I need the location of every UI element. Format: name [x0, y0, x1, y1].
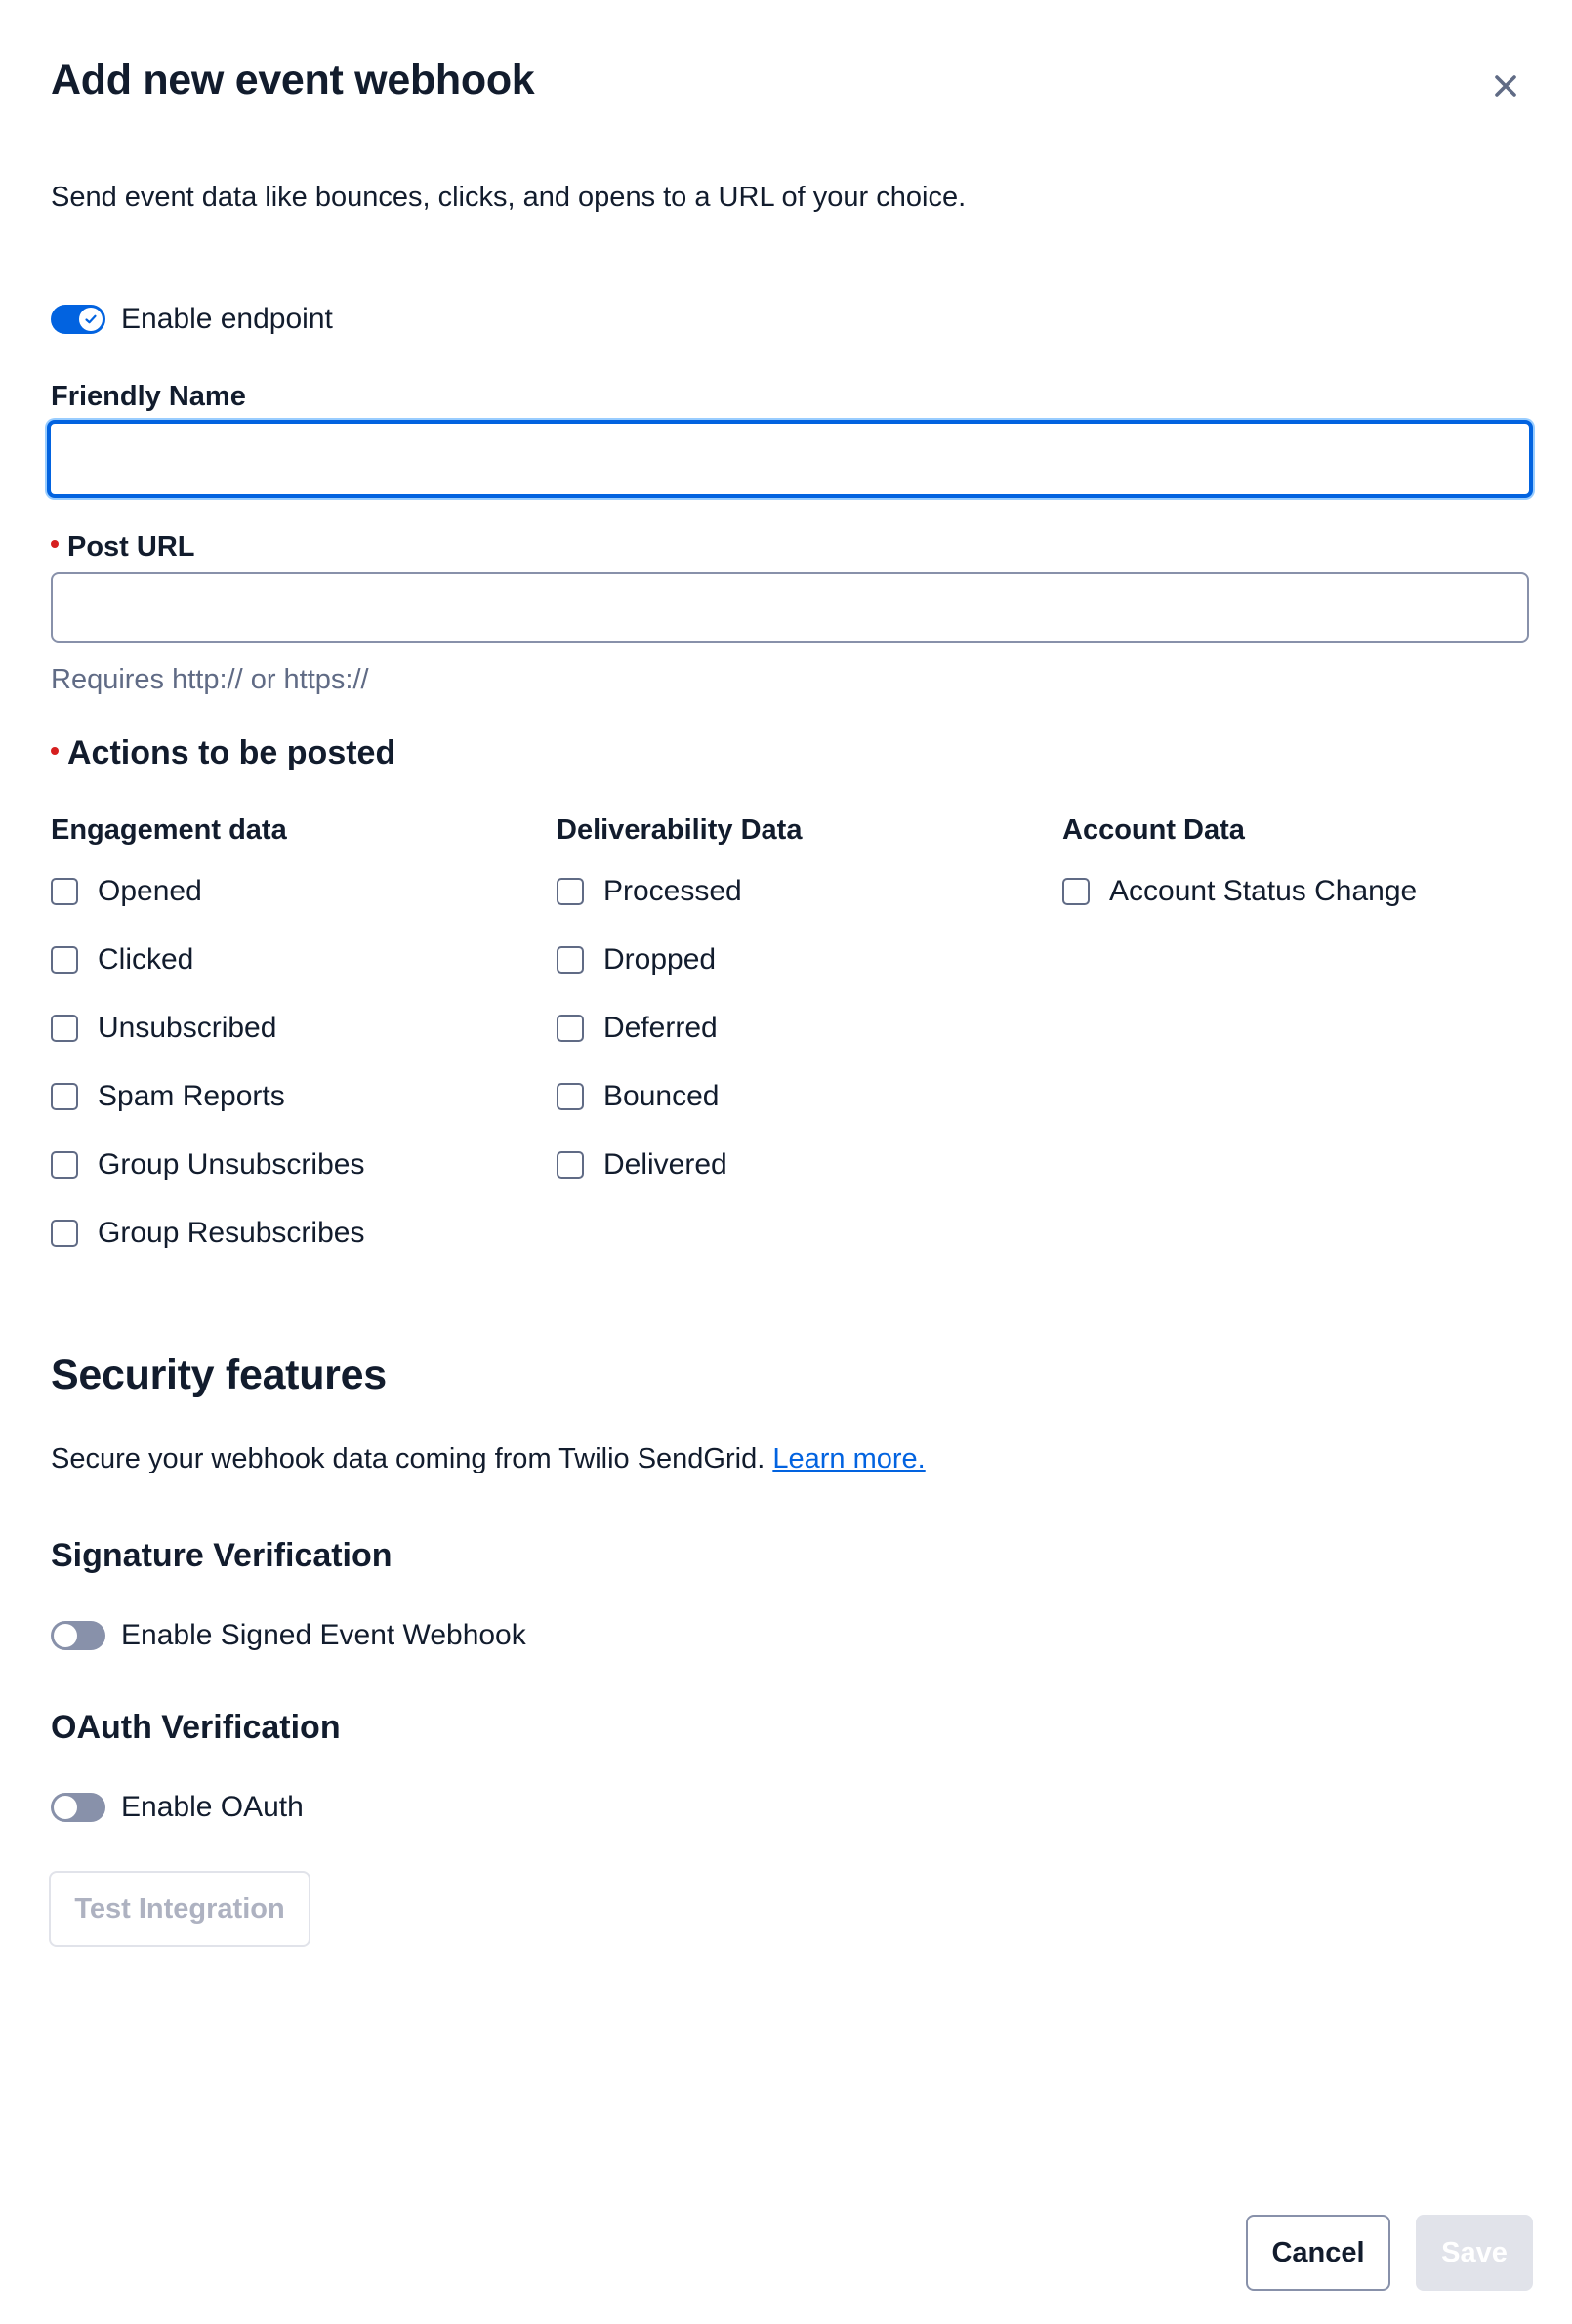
checkbox[interactable] — [557, 1083, 584, 1110]
engagement-column — [51, 812, 364, 1285]
cancel-button[interactable]: Cancel — [1246, 2215, 1390, 2291]
required-indicator — [51, 540, 59, 548]
enable-endpoint-label: Enable endpoint — [121, 303, 333, 335]
actions-heading: Actions to be posted — [51, 734, 395, 772]
checkbox-processed[interactable]: Processed — [557, 875, 802, 908]
oauth-label: Enable OAuth — [121, 1791, 304, 1823]
oauth-toggle[interactable] — [51, 1793, 105, 1822]
checkbox[interactable] — [51, 1151, 78, 1179]
signature-verification-heading: Signature Verification — [51, 1537, 393, 1574]
checkbox-delivered[interactable]: Delivered — [557, 1148, 802, 1182]
engagement-heading: Engagement data — [51, 814, 287, 846]
modal-title: Add new event webhook — [51, 57, 535, 104]
deliverability-column — [557, 812, 802, 1217]
close-button[interactable] — [1484, 64, 1527, 107]
deliverability-heading: Deliverability Data — [557, 814, 803, 846]
checkbox[interactable] — [557, 1015, 584, 1042]
enable-endpoint-row — [51, 303, 333, 336]
modal-description: Send event data like bounces, clicks, and opens to a URL of your choice. — [51, 182, 967, 213]
checkbox-clicked[interactable]: Clicked — [51, 943, 364, 976]
post-url-help-text: Requires http:// or https:// — [51, 664, 369, 695]
signed-webhook-row — [51, 1619, 526, 1652]
checkbox[interactable] — [51, 1083, 78, 1110]
post-url-label: Post URL — [51, 531, 195, 563]
test-integration-button[interactable]: Test Integration — [49, 1871, 310, 1947]
checkbox[interactable] — [51, 878, 78, 905]
signed-webhook-label: Enable Signed Event Webhook — [121, 1619, 526, 1651]
post-url-input[interactable] — [51, 572, 1529, 643]
oauth-verification-heading: OAuth Verification — [51, 1709, 341, 1746]
checkbox[interactable] — [1062, 878, 1090, 905]
check-icon — [84, 312, 98, 326]
signed-webhook-toggle[interactable] — [51, 1621, 105, 1650]
friendly-name-label: Friendly Name — [51, 381, 246, 412]
security-heading: Security features — [51, 1351, 387, 1398]
checkbox-opened[interactable]: Opened — [51, 875, 364, 908]
checkbox-deferred[interactable]: Deferred — [557, 1012, 802, 1045]
checkbox-dropped[interactable]: Dropped — [557, 943, 802, 976]
enable-endpoint-toggle[interactable] — [51, 305, 105, 334]
checkbox-spam-reports[interactable]: Spam Reports — [51, 1080, 364, 1113]
checkbox[interactable] — [51, 946, 78, 974]
friendly-name-input[interactable] — [47, 420, 1533, 498]
checkbox-group-resubscribes[interactable]: Group Resubscribes — [51, 1217, 364, 1250]
learn-more-link[interactable]: Learn more. — [772, 1443, 926, 1474]
account-heading: Account Data — [1062, 814, 1245, 846]
checkbox[interactable] — [51, 1220, 78, 1247]
checkbox-account-status-change[interactable]: Account Status Change — [1062, 875, 1417, 908]
close-icon — [1493, 73, 1518, 99]
checkbox[interactable] — [557, 878, 584, 905]
checkbox[interactable] — [51, 1015, 78, 1042]
security-description: Secure your webhook data coming from Twilio SendGrid. Learn more. — [51, 1443, 926, 1474]
required-indicator — [51, 747, 59, 755]
checkbox[interactable] — [557, 946, 584, 974]
save-button[interactable]: Save — [1416, 2215, 1533, 2291]
checkbox-bounced[interactable]: Bounced — [557, 1080, 802, 1113]
checkbox[interactable] — [557, 1151, 584, 1179]
oauth-row — [51, 1791, 304, 1824]
checkbox-group-unsubscribes[interactable]: Group Unsubscribes — [51, 1148, 364, 1182]
account-column — [1062, 812, 1417, 943]
checkbox-unsubscribed[interactable]: Unsubscribed — [51, 1012, 364, 1045]
